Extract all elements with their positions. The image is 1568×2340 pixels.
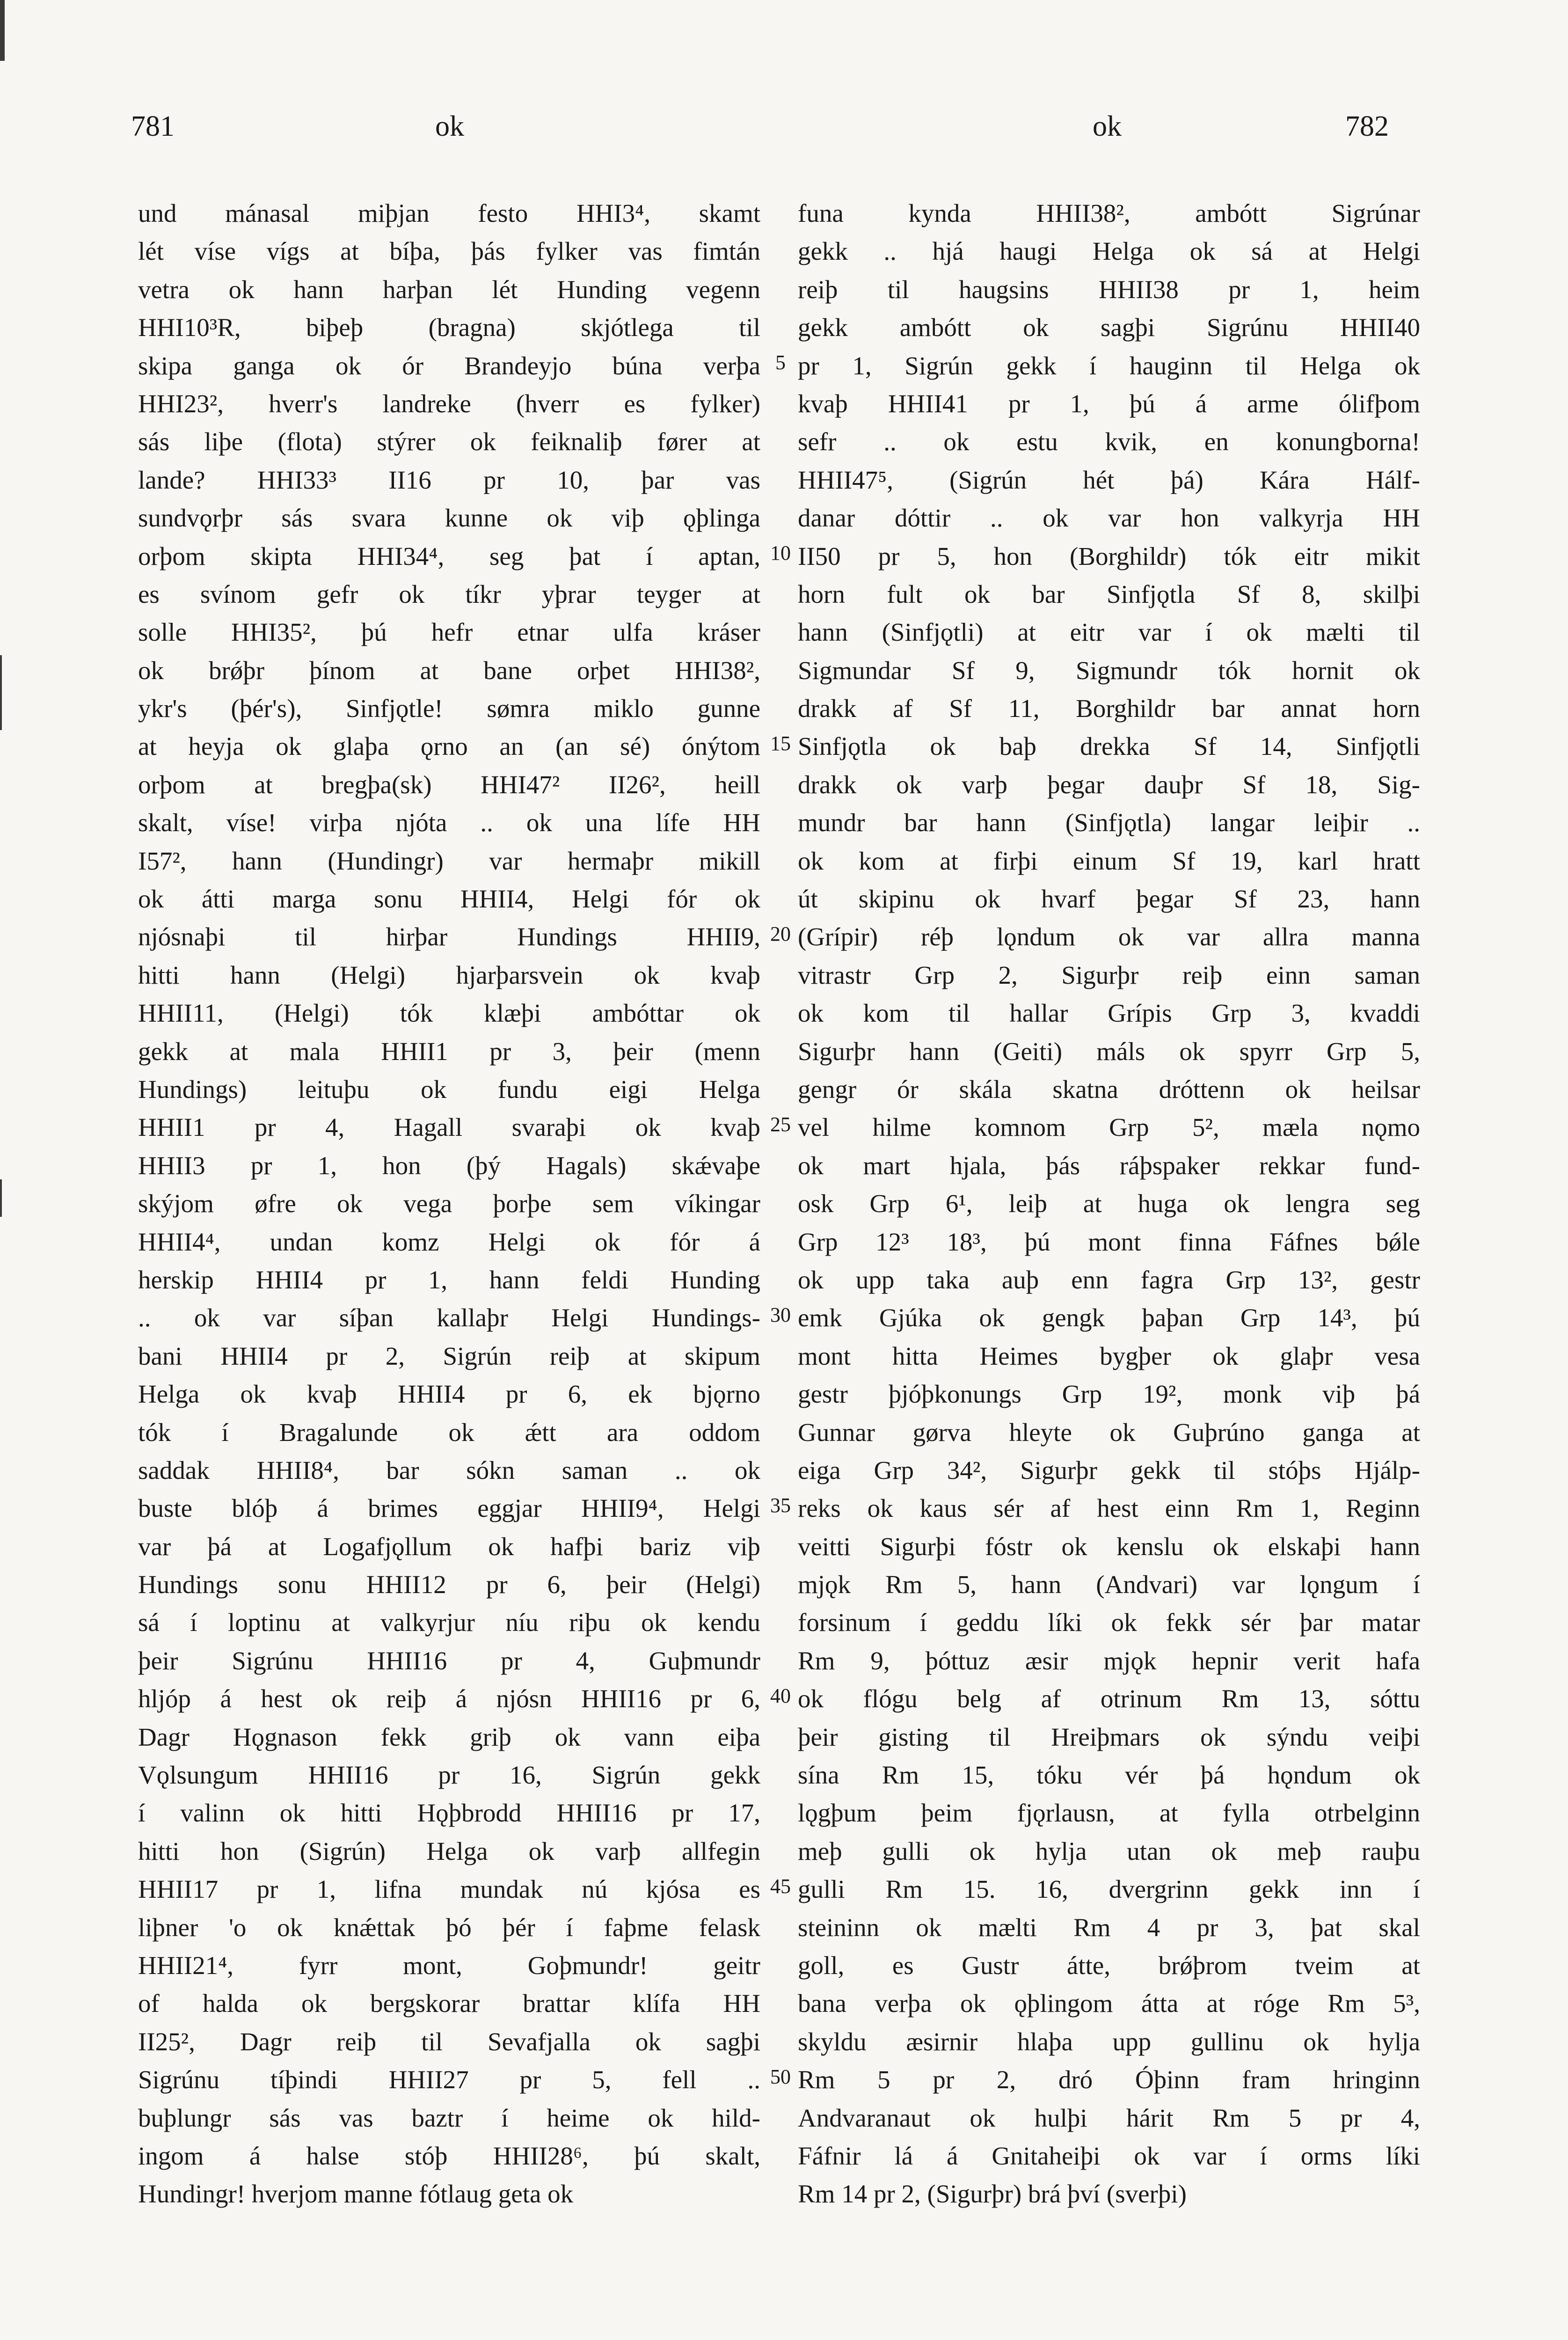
left-column-line: Vǫlsungum HHII16 pr 16, Sigrún gekk bbox=[138, 1761, 760, 1790]
page-header bbox=[0, 110, 1568, 152]
line-number: 40 bbox=[770, 1684, 791, 1707]
page-number-left: 781 bbox=[131, 110, 175, 142]
left-column-line: HHII17 pr 1, lifna mundak nú kjósa es bbox=[138, 1875, 760, 1904]
left-column-line: sundvǫrþr sás svara kunne ok viþ ǫþlinga bbox=[138, 504, 760, 533]
left-column-line: hljóp á hest ok reiþ á njósn HHII16 pr 6, bbox=[138, 1684, 760, 1713]
right-column-line: Rm 5 pr 2, dró Óþinn fram hringinn bbox=[798, 2065, 1420, 2094]
right-column-line: Sigmundar Sf 9, Sigmundr tók hornit ok bbox=[798, 656, 1420, 685]
left-column-line: HHI10³R, biþeþ (bragna) skjótlega til bbox=[138, 313, 760, 342]
right-column-line: danar dóttir .. ok var hon valkyrja HH bbox=[798, 504, 1420, 533]
left-column-line: HHII3 pr 1, hon (þý Hagals) skǽvaþe bbox=[138, 1151, 760, 1180]
left-column-line: ykr's (þér's), Sinfjǫtle! sømra miklo gunne bbox=[138, 694, 760, 723]
right-column-line: ok upp taka auþ enn fagra Grp 13², gestr bbox=[798, 1265, 1420, 1294]
right-column-line: reiþ til haugsins HHII38 pr 1, heim bbox=[798, 275, 1420, 304]
right-column-line: funa kynda HHII38², ambótt Sigrúnar bbox=[798, 199, 1420, 227]
line-number: 15 bbox=[770, 731, 791, 755]
right-column-line: Grp 12³ 18³, þú mont finna Fáfnes bǿle bbox=[798, 1227, 1420, 1256]
left-column-line: HHII11, (Helgi) tók klæþi ambóttar ok bbox=[138, 999, 760, 1028]
left-column-line: sá í loptinu at valkyrjur níu riþu ok kendu bbox=[138, 1608, 760, 1637]
left-column-line: ok átti marga sonu HHII4, Helgi fór ok bbox=[138, 885, 760, 914]
left-column-line: Hundings sonu HHII12 pr 6, þeir (Helgi) bbox=[138, 1570, 760, 1599]
line-number: 10 bbox=[770, 541, 791, 564]
right-column-line: Sinfjǫtla ok baþ drekka Sf 14, Sinfjǫtli bbox=[798, 732, 1420, 761]
right-column-line: ok kom til hallar Grípis Grp 3, kvaddi bbox=[798, 999, 1420, 1028]
right-column-line: sína Rm 15, tóku vér þá hǫndum ok bbox=[798, 1761, 1420, 1790]
left-column-line: lét víse vígs at bíþa, þás fylker vas fimtán bbox=[138, 237, 760, 266]
right-column-line: vel hilme komnom Grp 5², mæla nǫmo bbox=[798, 1113, 1420, 1142]
right-column-line: forsinum í geddu líki ok fekk sér þar matar bbox=[798, 1608, 1420, 1637]
left-column-line: herskip HHII4 pr 1, hann feldi Hunding bbox=[138, 1265, 760, 1294]
line-number: 5 bbox=[775, 351, 786, 374]
right-column-line: meþ gulli ok hylja utan ok meþ rauþu bbox=[798, 1836, 1420, 1865]
left-column-line: buþlungr sás vas baztr í heime ok hild- bbox=[138, 2103, 760, 2132]
left-column-line: HHII1 pr 4, Hagall svaraþi ok kvaþ bbox=[138, 1113, 760, 1142]
right-column-line: gestr þjóþkonungs Grp 19², monk viþ þá bbox=[798, 1380, 1420, 1409]
right-column-line: drakk ok varþ þegar dauþr Sf 18, Sig- bbox=[798, 770, 1420, 799]
right-column-line: út skipinu ok hvarf þegar Sf 23, hann bbox=[798, 885, 1420, 914]
right-column-line: Sigurþr hann (Geiti) máls ok spyrr Grp 5, bbox=[798, 1037, 1420, 1066]
right-column-line: eiga Grp 34², Sigurþr gekk til stóþs Hjálp- bbox=[798, 1455, 1420, 1484]
right-column-line: vitrastr Grp 2, Sigurþr reiþ einn saman bbox=[798, 960, 1420, 989]
right-column-line: Fáfnir lá á Gnitaheiþi ok var í orms líki bbox=[798, 2141, 1420, 2170]
line-number: 35 bbox=[770, 1493, 791, 1517]
right-column-line: mundr bar hann (Sinfjǫtla) langar leiþir .. bbox=[798, 808, 1420, 837]
left-column-line: njósnaþi til hirþar Hundings HHII9, bbox=[138, 922, 760, 951]
left-column-line: bani HHII4 pr 2, Sigrún reiþ at skipum bbox=[138, 1341, 760, 1370]
left-column-line: orþom skipta HHI34⁴, seg þat í aptan, bbox=[138, 541, 760, 570]
line-number: 30 bbox=[770, 1303, 791, 1326]
right-column-line: ok flógu belg af otrinum Rm 13, sóttu bbox=[798, 1684, 1420, 1713]
left-column-line: skýjom øfre ok vega þorþe sem víkingar bbox=[138, 1189, 760, 1218]
left-column-line: liþner 'o ok knǽttak þó þér í faþme felask bbox=[138, 1913, 760, 1942]
right-column-line: II50 pr 5, hon (Borghildr) tók eitr mikit bbox=[798, 541, 1420, 570]
left-column-line: vetra ok hann harþan lét Hunding vegenn bbox=[138, 275, 760, 304]
left-column-line: solle HHI35², þú hefr etnar ulfa kráser bbox=[138, 618, 760, 647]
scan-edge-mark bbox=[0, 1179, 2, 1217]
right-column-line: gulli Rm 15. 16, dvergrinn gekk inn í bbox=[798, 1875, 1420, 1904]
left-column-line: HHII21⁴, fyrr mont, Goþmundr! geitr bbox=[138, 1951, 760, 1980]
left-column-line: ok brǿþr þínom at bane orþet HHI38², bbox=[138, 656, 760, 685]
right-column-line: ok kom at firþi einum Sf 19, karl hratt bbox=[798, 846, 1420, 875]
left-column-line: þeir Sigrúnu HHII16 pr 4, Guþmundr bbox=[138, 1646, 760, 1675]
line-number: 50 bbox=[770, 2065, 791, 2088]
running-head-left: ok bbox=[435, 110, 464, 142]
running-head-right: ok bbox=[1093, 110, 1122, 142]
left-column-line: HHI23², hverr's landreke (hverr es fylker) bbox=[138, 389, 760, 418]
right-column-line: kvaþ HHII41 pr 1, þú á arme ólifþom bbox=[798, 389, 1420, 418]
right-column-line: ok mart hjala, þás ráþspaker rekkar fund- bbox=[798, 1151, 1420, 1180]
left-column-line: í valinn ok hitti Hǫþbrodd HHII16 pr 17, bbox=[138, 1799, 760, 1828]
left-column-line: saddak HHII8⁴, bar sókn saman .. ok bbox=[138, 1455, 760, 1484]
right-column-line: Gunnar gørva hleyte ok Guþrúno ganga at bbox=[798, 1418, 1420, 1447]
left-column-line: II25², Dagr reiþ til Sevafjalla ok sagþi bbox=[138, 2027, 760, 2056]
left-column-line: hitti hann (Helgi) hjarþarsvein ok kvaþ bbox=[138, 960, 760, 989]
left-column-line: hitti hon (Sigrún) Helga ok varþ allfegin bbox=[138, 1836, 760, 1865]
right-column-line: gengr ór skála skatna dróttenn ok heilsar bbox=[798, 1075, 1420, 1104]
left-column-line: of halda ok bergskorar brattar klífa HH bbox=[138, 1989, 760, 2018]
left-column bbox=[138, 194, 760, 2328]
right-column-line: veitti Sigurþi fóstr ok kenslu ok elskaþi hann bbox=[798, 1532, 1420, 1561]
right-column-line: Rm 9, þóttuz æsir mjǫk hepnir verit hafa bbox=[798, 1646, 1420, 1675]
left-column-line: orþom at bregþa(sk) HHI47² II26², heill bbox=[138, 770, 760, 799]
left-column-line: skalt, víse! virþa njóta .. ok una lífe HH bbox=[138, 808, 760, 837]
left-column-line: und mánasal miþjan festo HHI3⁴, skamt bbox=[138, 199, 760, 227]
left-column-line: at heyja ok glaþa ǫrno an (an sé) ónýtom bbox=[138, 732, 760, 761]
left-column-line: Sigrúnu tíþindi HHII27 pr 5, fell .. bbox=[138, 2065, 760, 2094]
left-column-line: tók í Bragalunde ok ǽtt ara oddom bbox=[138, 1418, 760, 1447]
right-column-line: steininn ok mælti Rm 4 pr 3, þat skal bbox=[798, 1913, 1420, 1942]
scan-edge-mark bbox=[0, 655, 2, 730]
right-column-line: (Grípir) réþ lǫndum ok var allra manna bbox=[798, 922, 1420, 951]
right-column-line: reks ok kaus sér af hest einn Rm 1, Reginn bbox=[798, 1494, 1420, 1523]
left-column-line: ingom á halse stóþ HHII28⁶, þú skalt, bbox=[138, 2141, 760, 2170]
right-column-line: hann (Sinfjǫtli) at eitr var í ok mælti til bbox=[798, 618, 1420, 647]
left-column-line: es svínom gefr ok tíkr yþrar teyger at bbox=[138, 579, 760, 608]
right-column-line: goll, es Gustr átte, brǿþrom tveim at bbox=[798, 1951, 1420, 1980]
left-column-line: buste blóþ á brimes eggjar HHII9⁴, Helgi bbox=[138, 1494, 760, 1523]
left-column-line: HHII4⁴, undan komz Helgi ok fór á bbox=[138, 1227, 760, 1256]
right-column-line: drakk af Sf 11, Borghildr bar annat horn bbox=[798, 694, 1420, 723]
left-column-line: Hundings) leituþu ok fundu eigi Helga bbox=[138, 1075, 760, 1104]
line-number: 45 bbox=[770, 1874, 791, 1898]
line-number: 20 bbox=[770, 922, 791, 945]
right-column-line: gekk .. hjá haugi Helga ok sá at Helgi bbox=[798, 237, 1420, 266]
right-column-line: mont hitta Heimes bygþer ok glaþr vesa bbox=[798, 1341, 1420, 1370]
left-column-line: .. ok var síþan kallaþr Helgi Hundings- bbox=[138, 1303, 760, 1332]
right-column-line: sefr .. ok estu kvik, en konungborna! bbox=[798, 427, 1420, 456]
left-column-line: skipa ganga ok ór Brandeyjo búna verþa bbox=[138, 351, 760, 380]
right-column-line: osk Grp 6¹, leiþ at huga ok lengra seg bbox=[798, 1189, 1420, 1218]
right-column-line: gekk ambótt ok sagþi Sigrúnu HHII40 bbox=[798, 313, 1420, 342]
left-column-line: var þá at Logafjǫllum ok hafþi bariz viþ bbox=[138, 1532, 760, 1561]
right-column-line: horn fult ok bar Sinfjǫtla Sf 8, skilþi bbox=[798, 579, 1420, 608]
right-column-line: mjǫk Rm 5, hann (Andvari) var lǫngum í bbox=[798, 1570, 1420, 1599]
right-column-line: Andvaranaut ok hulþi hárit Rm 5 pr 4, bbox=[798, 2103, 1420, 2132]
right-column-line: Rm 14 pr 2, (Sigurþr) brá því (sverþi) bbox=[798, 2179, 1187, 2208]
line-number: 25 bbox=[770, 1112, 791, 1136]
right-column-line: emk Gjúka ok gengk þaþan Grp 14³, þú bbox=[798, 1303, 1420, 1332]
left-column-line: sás liþe (flota) stýrer ok feiknaliþ fører at bbox=[138, 427, 760, 456]
right-column-line: pr 1, Sigrún gekk í hauginn til Helga ok bbox=[798, 351, 1420, 380]
right-column-line: bana verþa ok ǫþlingom átta at róge Rm 5³, bbox=[798, 1989, 1420, 2018]
left-column-line: lande? HHI33³ II16 pr 10, þar vas bbox=[138, 465, 760, 494]
right-column-line: HHII47⁵, (Sigrún hét þá) Kára Hálf- bbox=[798, 465, 1420, 494]
left-column-line: Hundingr! hverjom manne fótlaug geta ok bbox=[138, 2179, 574, 2208]
right-column-line: þeir gisting til Hreiþmars ok sýndu veiþi bbox=[798, 1722, 1420, 1751]
right-column-line: skyldu æsirnir hlaþa upp gullinu ok hylja bbox=[798, 2027, 1420, 2056]
left-column-line: gekk at mala HHII1 pr 3, þeir (menn bbox=[138, 1037, 760, 1066]
right-column-line: lǫgþum þeim fjǫrlausn, at fylla otrbelginn bbox=[798, 1799, 1420, 1828]
page-number-right: 782 bbox=[1345, 110, 1389, 142]
left-column-line: Dagr Hǫgnason fekk griþ ok vann eiþa bbox=[138, 1722, 760, 1751]
left-column-line: Helga ok kvaþ HHII4 pr 6, ek bjǫrno bbox=[138, 1380, 760, 1409]
left-column-line: I57², hann (Hundingr) var hermaþr mikill bbox=[138, 846, 760, 875]
right-column bbox=[798, 194, 1420, 2328]
scan-edge-mark bbox=[0, 0, 5, 61]
